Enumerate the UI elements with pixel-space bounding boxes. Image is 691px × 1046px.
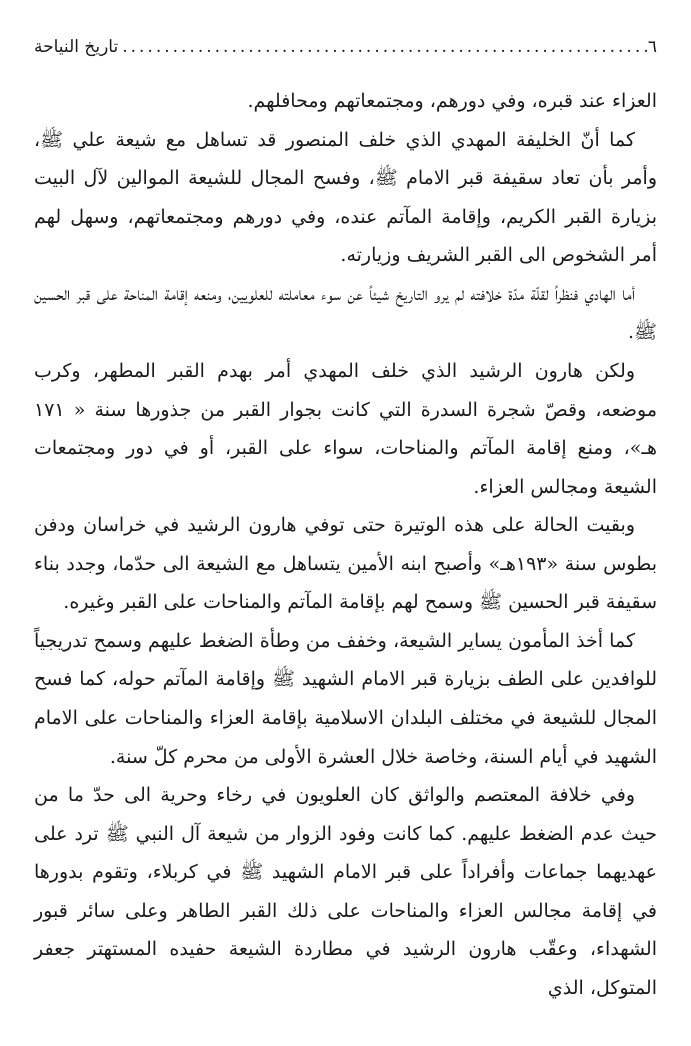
running-header (34, 30, 657, 58)
paragraph-3: أما الهادي فنظراً لقلّة مدّة خلافته لم يرو التاريخ شيئاً عن سوء معاملته للعلويين، ومنعه إقامة المناحة على قبر الحسين ﷺ. (34, 282, 657, 344)
paragraph-5: وبقيت الحالة على هذه الوتيرة حتى توفي هارون الرشيد في خراسان ودفن بطوس سنة «١٩٣هـ» وأصبح ابنه الأمين يتساهل مع الشيعة الى حدّما، وجدد بناء سقيفة قبر الحسين ﷺ وسمح لهم بإقامة المآتم والمناحات على القبر وغيره. (34, 514, 657, 614)
body-text (34, 82, 657, 1008)
page-number: ٦ (647, 37, 657, 57)
paragraph-2: كما أنّ الخليفة المهدي الذي خلف المنصور قد تساهل مع شيعة علي ﷺ، وأمر بأن تعاد سقيفة قبر الامام ﷺ، وفسح المجال للشيعة الموالين لآل البيت بزيارة القبر الكريم، وإقامة المآتم عنده، وفي دورهم ومجتمعاتهم، وسهل لهم أمر الشخوص الى القبر الشريف وزيارته. (34, 128, 657, 267)
paragraph-1: العزاء عند قبره، وفي دورهم، ومجتمعاتهم ومحافلهم. (247, 90, 657, 112)
paragraph-4: ولكن هارون الرشيد الذي خلف المهدي أمر بهدم القبر المطهر، وكرب موضعه، وقصّ شجرة السدرة التي كانت بجوار القبر من جذورها سنة « ١٧١ هـ»، ومنع إقامة المآتم والمناحات، سواء على القبر، أو في دور ومجتمعات الشيعة ومجالس العزاء. (34, 359, 657, 498)
paragraph-7: وفي خلافة المعتصم والواثق كان العلويون في رخاء وحرية الى حدّ ما من حيث عدم الضغط عليهم. كما كانت وفود الزوار من شيعة آل النبي ﷺ ترد على عهديهما جماعات وأفراداً على قبر الامام الشهيد ﷺ في كربلاء، وتقوم بدورها في إقامة مجالس العزاء والمناحات على ذلك القبر الطاهر وعلى سائر قبور الشهداء، وعقّب هارون الرشيد في مطاردة الشيعة حفيده المستهتر جعفر المتوكل، الذي (34, 784, 657, 999)
header-dot-leader (118, 36, 648, 58)
running-title: تاريخ النياحة (34, 37, 119, 57)
paragraph-6: كما أخذ المأمون يساير الشيعة، وخفف من وطأة الضغط عليهم وسمح تدريجياً للوافدين على الطف بزيارة قبر الامام الشهيد ﷺ وإقامة المآتم حوله، كما فسح المجال للشيعة في مختلف البلدان الاسلامية بإقامة العزاء والمناحات على الامام الشهيد في أيام السنة، وخاصة خلال العشرة الأولى من محرم كلّ سنة. (34, 629, 657, 768)
